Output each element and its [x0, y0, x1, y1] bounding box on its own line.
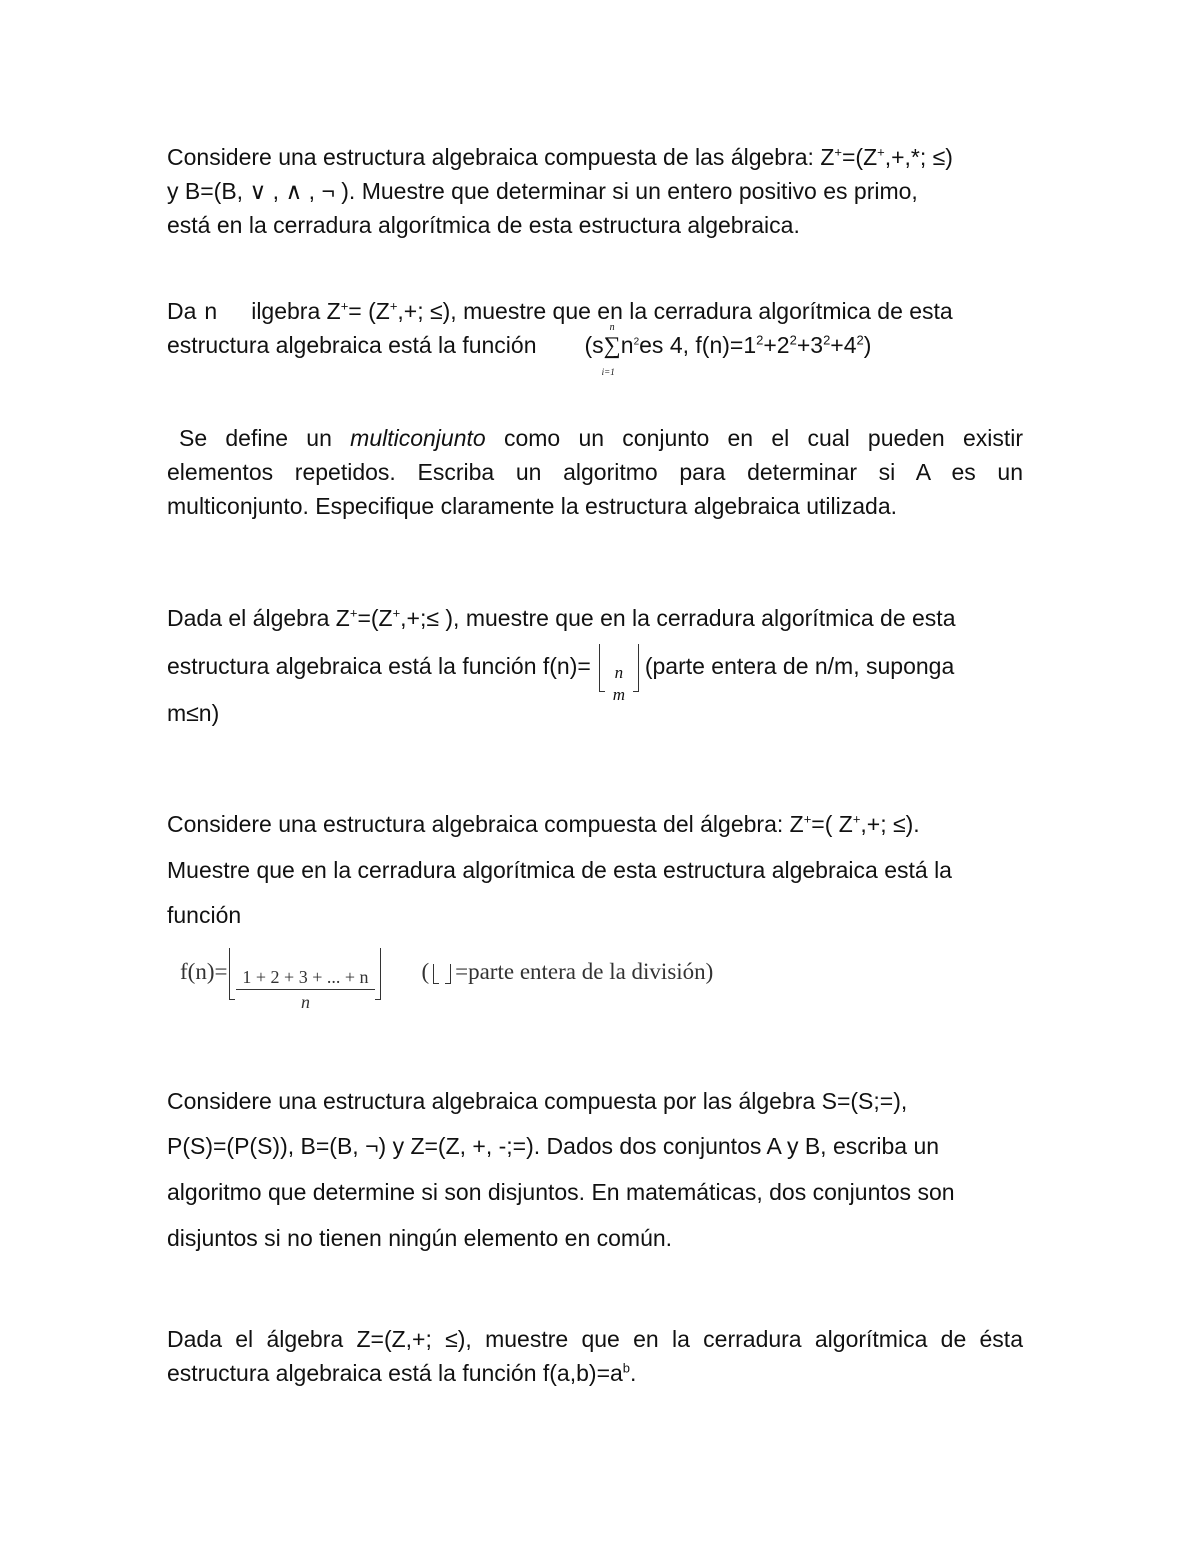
- p1-line2: y B=(B, ∨ , ∧ , ¬ ). Muestre que determinar si un entero positivo es primo,: [167, 178, 918, 204]
- p4-line2: estructura algebraica está la función f(n)= n m (parte entera de n/m, suponga: [167, 640, 954, 692]
- p7-line1: Dada el álgebra Z=(Z,+; ≤), muestre que en la cerradura algorítmica de ésta: [167, 1326, 1023, 1352]
- p5-line1: Considere una estructura algebraica compuesta del álgebra: Z+=( Z+,+; ≤).: [167, 811, 920, 837]
- summation-symbol: n ∑ i=1: [601, 322, 621, 377]
- p5-line2: Muestre que en la cerradura algorítmica de esta estructura algebraica está la: [167, 857, 952, 883]
- p4-line1: Dada el álgebra Z+=(Z+,+;≤ ), muestre que en la cerradura algorítmica de esta: [167, 605, 956, 631]
- p5-formula: f(n)= $\frac{1 + 2 + 3 + ... + n}{n}$ ( =parte entera de la división): [180, 944, 713, 1000]
- p2-line2: estructura algebraica está la función (s n ∑ i=1 $n^2es$ 4, $f(n)=1^2+2^2+3^2+4^2$): [167, 322, 872, 377]
- floor-bracket-symbol: [433, 964, 451, 984]
- p3-line1: Se define un multiconjunto como un conjunto en el cual pueden existir: [179, 425, 1023, 451]
- p6-line2: P(S)=(P(S)), B=(B, ¬) y Z=(Z, +, -;=). Dados dos conjuntos A y B, escriba un: [167, 1133, 940, 1159]
- floor-fraction-large: $\frac{1 + 2 + 3 + ... + n}{n}$: [229, 948, 381, 1000]
- p4-line3: m≤n): [167, 700, 220, 726]
- p7-line2: estructura algebraica está la función $f(a,b)=a^b$.: [167, 1360, 637, 1386]
- p6-line1: Considere una estructura algebraica compuesta por las álgebra S=(S;=),: [167, 1088, 908, 1114]
- floor-fraction: n m: [599, 644, 639, 692]
- p1-line1: Considere una estructura algebraica compuesta de las álgebra: Z+=(Z+,+,*; ≤): [167, 144, 953, 170]
- p1-line3: está en la cerradura algorítmica de esta estructura algebraica.: [167, 212, 800, 238]
- p5-line3: función: [167, 902, 242, 928]
- p3-line3: multiconjunto. Especifique claramente la estructura algebraica utilizada.: [167, 493, 898, 519]
- p6-line4: disjuntos si no tienen ningún elemento en común.: [167, 1225, 673, 1251]
- p6-line3: algoritmo que determine si son disjuntos. En matemáticas, dos conjuntos son: [167, 1179, 955, 1205]
- p3-line2: elementos repetidos. Escriba un algoritmo para determinar si A es un: [167, 459, 1023, 485]
- p2-line1: Da n ilgebra Z+= (Z+,+; ≤), muestre que en la cerradura algorítmica de esta: [167, 298, 953, 324]
